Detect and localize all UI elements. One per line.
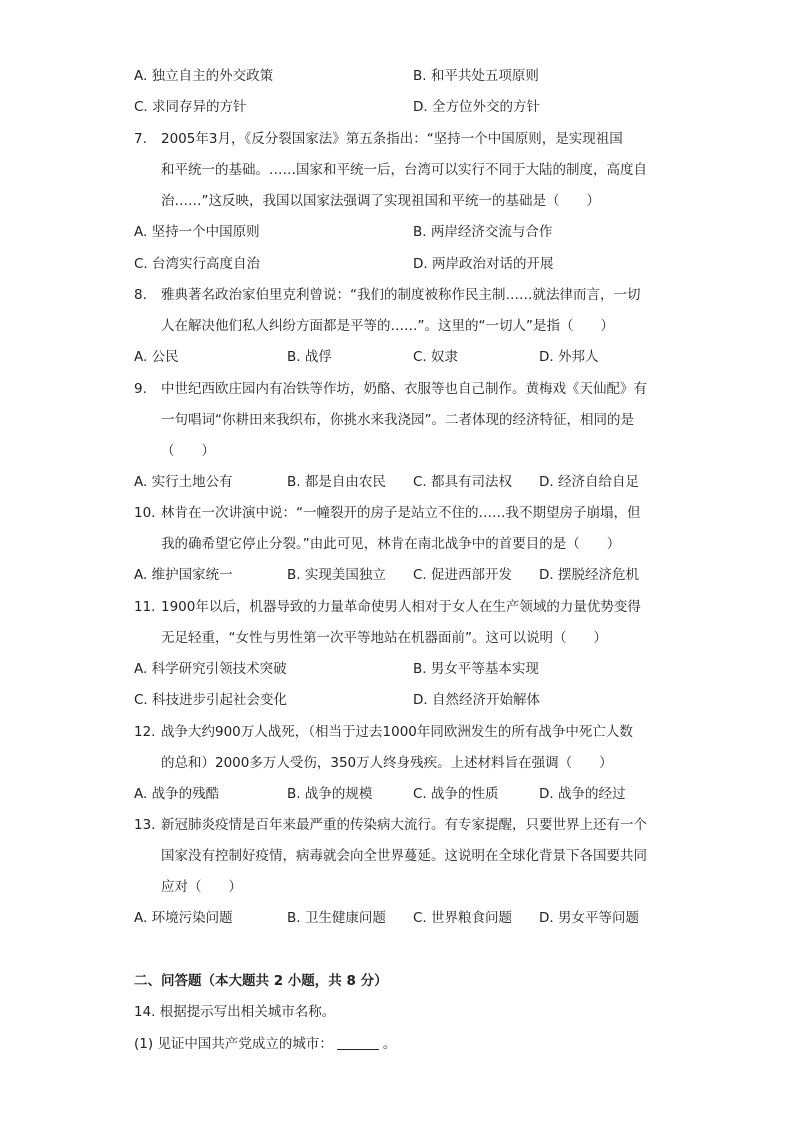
q11-option-b: B. 男女平等基本实现 — [413, 661, 539, 677]
q13-option-c: C. 世界粮食问题 — [413, 910, 513, 926]
q12-option-a: A. 战争的残酷 — [134, 786, 220, 802]
q7-stem-line: 治……”这反映，我国以国家法强调了实现祖国和平统一的基础是（ ） — [161, 193, 600, 209]
q9-stem-line: 中世纪西欧庄园内有冶铁等作坊，奶酪、衣服等也自己制作。黄梅戏《天仙配》有 — [161, 381, 647, 397]
q10-option-c: C. 促进西部开发 — [413, 567, 513, 583]
q7-option-d: D. 两岸政治对话的开展 — [413, 256, 554, 272]
q10-option-d: D. 摆脱经济危机 — [539, 567, 639, 583]
q11-number: 11. — [134, 599, 156, 615]
q8-stem-line: 人在解决他们私人纠纷方面都是平等的……”。这里的“一切人”是指（ ） — [161, 318, 614, 334]
q7-stem-line: 和平统一的基础。……国家和平统一后，台湾可以实行不同于大陆的制度，高度自 — [161, 162, 647, 178]
q12-stem-line: 战争大约900万人战死，（相当于过去1000年同欧洲发生的所有战争中死亡人数 — [161, 724, 633, 740]
q10-option-b: B. 实现美国独立 — [287, 567, 386, 583]
q9-option-b: B. 都是自由农民 — [287, 474, 386, 490]
q8-option-c: C. 奴隶 — [413, 349, 459, 365]
q12-option-d: D. 战争的经过 — [539, 786, 626, 802]
q13-option-a: A. 环境污染问题 — [134, 910, 233, 926]
q12-number: 12. — [134, 724, 156, 740]
q14-stem: 14. 根据提示写出相关城市名称。 — [134, 1004, 336, 1020]
q7-option-a: A. 坚持一个中国原则 — [134, 224, 260, 240]
q11-option-c: C. 科技进步引起社会变化 — [134, 692, 288, 708]
q14-sub1 — [134, 1034, 396, 1054]
q14-sub1-suffix: 。 — [382, 1036, 397, 1052]
q9-option-c: C. 都具有司法权 — [413, 474, 513, 490]
q9-option-a: A. 实行土地公有 — [134, 474, 233, 490]
q13-stem-line: 新冠肺炎疫情是百年来最严重的传染病大流行。有专家提醒，只要世界上还有一个 — [161, 817, 647, 833]
q13-stem-line: 应对（ ） — [161, 879, 242, 895]
q9-option-d: D. 经济自给自足 — [539, 474, 639, 490]
q13-option-d: D. 男女平等问题 — [539, 910, 639, 926]
q7-number: 7. — [134, 131, 147, 147]
q11-stem-line: 无足轻重，“女性与男性第一次平等地站在机器面前”。这可以说明（ ） — [161, 630, 607, 646]
q6-option-a: A. 独立自主的外交政策 — [134, 68, 274, 84]
q13-stem-line: 国家没有控制好疫情，病毒就会向全世界蔓延。这说明在全球化背景下各国要共同 — [161, 848, 647, 864]
q14-sub1-prompt: (1) 见证中国共产党成立的城市： — [134, 1036, 333, 1052]
q6-option-b: B. 和平共处五项原则 — [413, 68, 539, 84]
q10-stem-line: 我的确希望它停止分裂。”由此可见，林肯在南北战争中的首要目的是（ ） — [161, 536, 621, 552]
q6-option-d: D. 全方位外交的方针 — [413, 99, 540, 115]
section-title: 二、问答题（本大题共 2 小题，共 8 分） — [134, 973, 388, 989]
q7-stem-line: 2005年3月，《反分裂国家法》第五条指出：“坚持一个中国原则，是实现祖国 — [161, 131, 623, 147]
q12-stem-line: 的总和）2000多万人受伤，350万人终身残疾。上述材料旨在强调（ ） — [161, 755, 613, 771]
q11-option-d: D. 自然经济开始解体 — [413, 692, 540, 708]
q6-option-c: C. 求同存异的方针 — [134, 99, 247, 115]
q8-number: 8. — [134, 287, 147, 303]
q13-number: 13. — [134, 817, 156, 833]
answer-blank[interactable] — [337, 1035, 379, 1050]
q9-stem-line: 一句唱词“你耕田来我织布，你挑水来我浇园”。二者体现的经济特征，相同的是 — [161, 412, 634, 428]
q10-stem-line: 林肯在一次讲演中说：“一幢裂开的房子是站立不住的……我不期望房子崩塌，但 — [161, 505, 641, 521]
q8-option-a: A. 公民 — [134, 349, 179, 365]
q7-option-b: B. 两岸经济交流与合作 — [413, 224, 553, 240]
q9-number: 9. — [134, 381, 147, 397]
q11-option-a: A. 科学研究引领技术突破 — [134, 661, 287, 677]
q10-number: 10. — [134, 505, 156, 521]
q10-option-a: A. 维护国家统一 — [134, 567, 233, 583]
q13-option-b: B. 卫生健康问题 — [287, 910, 386, 926]
q8-option-d: D. 外邦人 — [539, 349, 599, 365]
q12-option-b: B. 战争的规模 — [287, 786, 373, 802]
q9-stem-line: （ ） — [161, 443, 215, 459]
q8-stem-line: 雅典著名政治家伯里克利曾说：“我们的制度被称作民主制……就法律而言，一切 — [161, 287, 641, 303]
q11-stem-line: 1900年以后，机器导致的力量革命使男人相对于女人在生产领域的力量优势变得 — [161, 599, 641, 615]
q7-option-c: C. 台湾实行高度自治 — [134, 256, 261, 272]
q12-option-c: C. 战争的性质 — [413, 786, 499, 802]
q8-option-b: B. 战俘 — [287, 349, 332, 365]
